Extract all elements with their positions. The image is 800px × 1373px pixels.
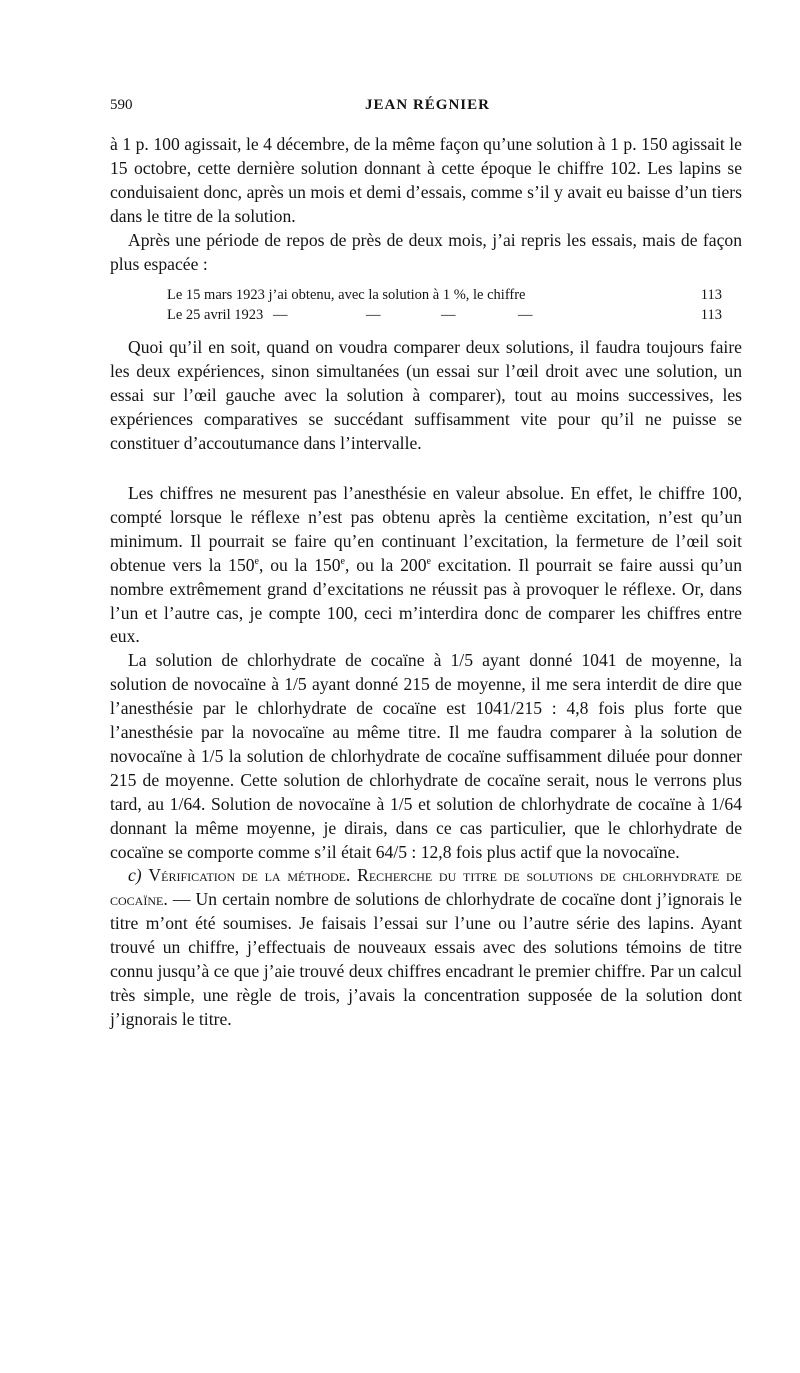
section-c xyxy=(110,864,742,1031)
section-letter: c) xyxy=(128,865,142,886)
section-text: — Un certain nombre de solutions de chlorhydrate de cocaïne dont j’ignorais le titre m’ont été soumises. Je faisais l’essai sur l’une ou l’autre série des lapins. Ayant trouvé un chiffre, j’effectuais de nouveaux essais avec des solutions témoins de titre connu jusqu’à ce que j’aie trouvé deux chiffres encadrant le premier chiffre. Par un calcul très simple, une règle de trois, j’avais la concentration supposée de la solution dont j’ignorais le titre. xyxy=(110,889,742,1029)
ditto-dash: — xyxy=(441,307,456,324)
page-header xyxy=(110,97,745,121)
ditto-dash: — xyxy=(273,307,288,324)
ditto-dash: — xyxy=(518,307,533,324)
running-head: JEAN RÉGNIER xyxy=(365,97,490,113)
paragraph-5: La solution de chlorhydrate de cocaïne à 1/5 ayant donné 1041 de moyenne, la solution de novocaïne à 1/5 ayant donné 215 de moyenne, il me sera interdit de dire que l’anesthésie par le chlorhydrate de cocaïne est 1041/215 : 4,8 fois plus forte que l’anesthésie par la novocaïne au même titre. Il me faudra comparer à la solution de novocaïne à 1/5 la solution de chlorhydrate de cocaïne suffisamment diluée pour donner 215 de moyenne. Cette solution de chlorhydrate de cocaïne serait, nous le verrons plus tard, au 1/64. Solution de novocaïne à 1/5 et solution de chlorhydrate de cocaïne à 1/64 donnant la même moyenne, je dirais, dans ce cas particulier, que le chlorhydrate de cocaïne se comporte comme s’il était 64/5 : 12,8 fois plus actif que la novocaïne. xyxy=(110,650,742,862)
paragraph-1: à 1 p. 100 agissait, le 4 décembre, de la même façon qu’une solution à 1 p. 150 agissait le 15 octobre, cette dernière solution donnant à cette époque le chiffre 102. Les lapins se conduisaient donc, après un mois et demi d’essais, comme s’il y avait eu baisse d’un tiers dans le titre de la solution. xyxy=(110,134,742,226)
measurement-row-1 xyxy=(110,285,742,305)
paragraph-2: Après une période de repos de près de deux mois, j’ai repris les essais, mais de façon plus espacée : xyxy=(110,229,742,274)
body-text xyxy=(110,133,742,1032)
paragraph-3: Quoi qu’il en soit, quand on voudra comparer deux solutions, il faudra toujours faire les deux expériences, sinon simultanées (un essai sur l’œil droit avec une solution, un essai sur l’œil gauche avec la solution à comparer), tout au moins successives, les expériences comparatives se succédant suffisamment vite pour qu’il ne puisse se constituer d’accoutumance dans l’intervalle. xyxy=(110,337,742,454)
measurement-label: Le 15 mars 1923 j’ai obtenu, avec la solution à 1 %, le chiffre xyxy=(167,287,526,304)
measurement-row-2 xyxy=(110,305,742,325)
paragraph-4: Les chiffres ne mesurent pas l’anesthésie en valeur absolue. En effet, le chiffre 100, compté lorsque le réflexe n’est pas obtenu après la centième excitation, n’est qu’un minimum. Il pourrait se faire qu’en continuant l’excitation, la fermeture de l’œil soit obtenue vers la 150e, ou la 150e, ou la 200e excitation. Il pourrait se faire aussi qu’un nombre extrêmement grand d’excitations ne réussit pas à provoquer le réflexe. Or, dans l’un et l’autre cas, je compte 100, ceci m’interdira donc de comparer les chiffres entre eux. xyxy=(110,482,742,647)
measurement-value: 113 xyxy=(700,307,722,324)
measurement-table xyxy=(110,285,742,325)
measurement-value: 113 xyxy=(700,287,722,304)
section-heading: Vérification de la méthode. Recherche du titre de solutions de chlorhydrate de cocaïne. xyxy=(110,865,742,910)
ditto-dash: — xyxy=(366,307,381,324)
page-number: 590 xyxy=(110,97,133,113)
measurement-label: Le 25 avril 1923 xyxy=(167,307,264,324)
